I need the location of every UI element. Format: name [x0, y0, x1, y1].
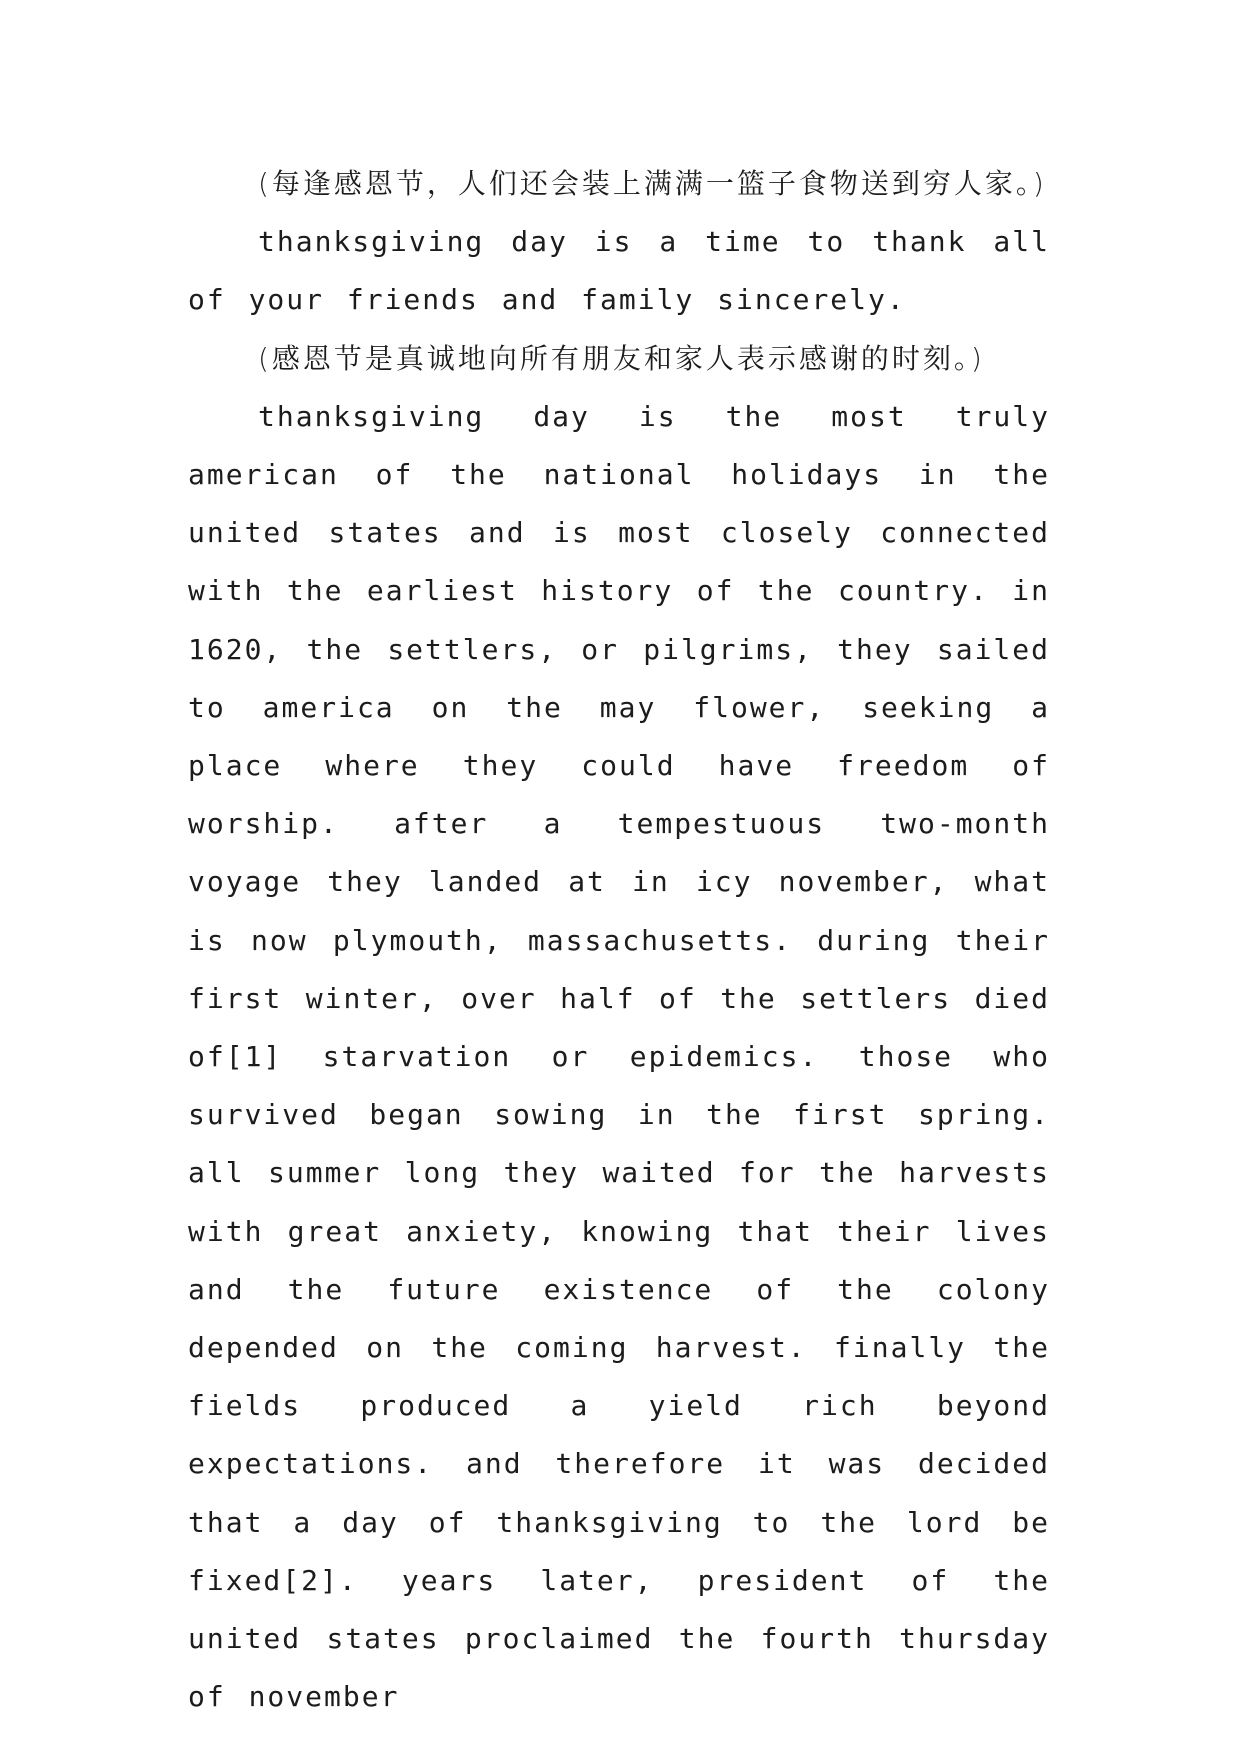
paragraph-thank-friends: thanksgiving day is a time to thank all of your friends and family sincerely. [188, 225, 1050, 317]
paragraph-chinese-thanks: (感恩节是真诚地向所有朋友和家人表示感谢的时刻。) [258, 341, 985, 375]
paragraph-chinese-basket: (每逢感恩节，人们还会装上满满一篮子食物送到穷人家。) [258, 167, 1047, 200]
paragraph-history: thanksgiving day is the most truly american of the national holidays in the united states and is most closely connected with the earliest history of the country. in 1620, the settlers, or pilgrims, they sailed to america on the may flower, seeking a place where they could have freedom of worship. after a tempestuous two-month voyage they landed at in icy november, what is now plymouth, massachusetts. during their first winter, over half of the settlers died of[1] starvation or epidemics. those who survived began sowing in the first spring. all summer long they waited for the harvests with great anxiety, knowing that their lives and the future existence of the colony depended on the coming harvest. finally the fields produced a yield rich beyond expectations. and therefore it was decided that a day of thanksgiving to the lord be fixed[2]. years later, president of the united states proclaimed the fourth thursday of november [188, 399, 1050, 1714]
document-body [188, 155, 1050, 1726]
